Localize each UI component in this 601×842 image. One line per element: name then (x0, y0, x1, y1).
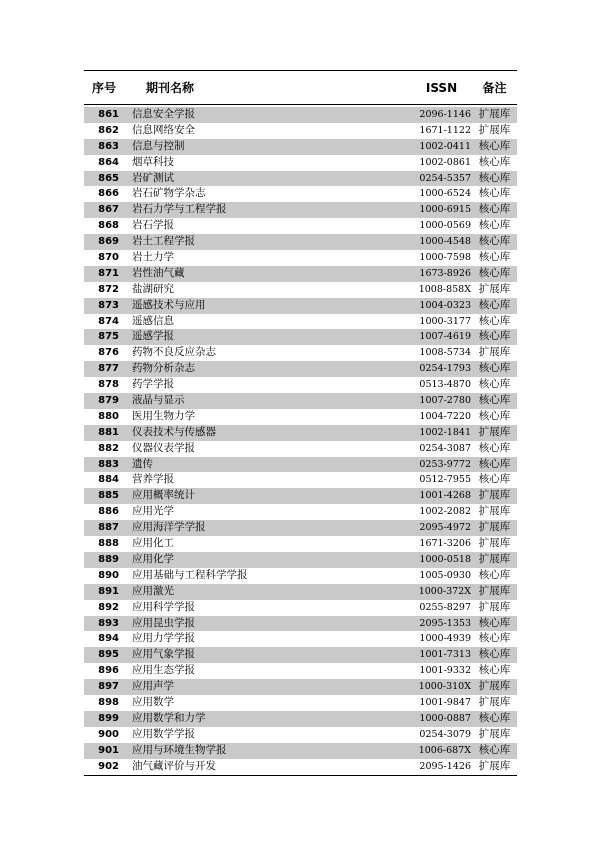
row-issn: 1007-2780 (419, 395, 471, 407)
table-row (84, 552, 517, 568)
row-note: 核心库 (478, 378, 511, 391)
table-row (84, 329, 517, 345)
row-name: 遗传 (132, 457, 153, 470)
row-note: 扩展库 (478, 425, 511, 438)
row-name: 岩石力学与工程学报 (132, 203, 227, 216)
row-note: 扩展库 (478, 282, 511, 295)
row-name: 烟草科技 (132, 155, 174, 168)
table-row (84, 536, 517, 552)
row-name: 岩土工程学报 (132, 235, 195, 248)
row-no: 865 (98, 172, 119, 184)
table-row (84, 663, 517, 679)
row-note: 核心库 (478, 251, 511, 264)
row-issn: 2095-1353 (419, 617, 471, 629)
table-row (84, 647, 517, 663)
table-row (84, 472, 517, 488)
table-row (84, 139, 517, 155)
header-no: 序号 (91, 81, 116, 95)
row-no: 895 (98, 649, 119, 661)
row-issn: 1000-0569 (419, 220, 471, 232)
row-no: 868 (98, 220, 119, 232)
table-row (84, 107, 517, 123)
row-no: 901 (98, 744, 119, 756)
row-name: 应用力学学报 (132, 632, 195, 645)
row-note: 核心库 (478, 203, 511, 216)
row-name: 应用声学 (132, 680, 174, 693)
row-note: 核心库 (478, 473, 511, 486)
row-issn: 1006-687X (418, 744, 471, 756)
row-issn: 2095-1426 (419, 760, 471, 772)
journal-table (84, 70, 517, 776)
row-name: 应用科学学报 (132, 600, 195, 613)
row-note: 核心库 (478, 616, 511, 629)
row-note: 核心库 (478, 632, 511, 645)
row-name: 应用生态学报 (132, 664, 195, 677)
row-issn: 1671-3206 (419, 538, 471, 550)
table-row (84, 584, 517, 600)
row-issn: 0512-7955 (419, 474, 471, 486)
row-no: 872 (98, 283, 119, 295)
row-name: 药物分析杂志 (132, 362, 195, 375)
row-note: 核心库 (478, 664, 511, 677)
row-issn: 1000-7598 (419, 252, 471, 264)
row-no: 867 (98, 204, 119, 216)
row-no: 862 (98, 124, 119, 136)
row-issn: 2095-4972 (419, 522, 471, 534)
row-issn: 1001-9332 (419, 665, 471, 677)
table-row (84, 377, 517, 393)
row-name: 应用数学和力学 (132, 711, 206, 724)
row-name: 应用激光 (132, 584, 174, 597)
row-note: 核心库 (478, 409, 511, 422)
row-issn: 1002-0861 (419, 156, 471, 168)
row-issn: 1001-9847 (419, 696, 471, 708)
row-name: 遥感信息 (132, 314, 174, 327)
table-row (84, 488, 517, 504)
table-row (84, 695, 517, 711)
row-no: 879 (98, 395, 119, 407)
row-note: 扩展库 (478, 505, 511, 518)
row-issn: 1000-3177 (419, 315, 471, 327)
row-note: 核心库 (478, 648, 511, 661)
row-note: 扩展库 (478, 727, 511, 740)
row-no: 893 (98, 617, 119, 629)
row-no: 888 (98, 538, 119, 550)
row-no: 871 (98, 267, 119, 279)
row-issn: 0255-8297 (419, 601, 471, 613)
row-issn: 1000-6524 (419, 188, 471, 200)
row-name: 遥感学报 (132, 330, 174, 343)
table-row (84, 266, 517, 282)
row-name: 岩性油气藏 (132, 266, 185, 279)
row-issn: 1008-858X (418, 283, 471, 295)
row-note: 核心库 (478, 314, 511, 327)
row-no: 880 (98, 410, 119, 422)
row-note: 核心库 (478, 171, 511, 184)
row-note: 扩展库 (478, 584, 511, 597)
row-no: 870 (98, 252, 119, 264)
table-row (84, 727, 517, 743)
table-bottom-rule (84, 775, 517, 776)
table-row (84, 314, 517, 330)
table-body (84, 107, 517, 774)
row-no: 884 (98, 474, 119, 486)
row-issn: 1000-310X (418, 681, 471, 693)
row-name: 信息与控制 (132, 139, 185, 152)
table-row (84, 759, 517, 775)
table-row (84, 616, 517, 632)
row-no: 876 (98, 347, 119, 359)
table-row (84, 282, 517, 298)
row-no: 882 (98, 442, 119, 454)
header-name: 期刊名称 (146, 81, 195, 95)
row-name: 应用气象学报 (132, 648, 195, 661)
row-issn: 1001-4268 (419, 490, 471, 502)
row-name: 应用化学 (132, 552, 174, 565)
row-name: 应用与环境生物学报 (132, 743, 227, 756)
row-note: 核心库 (478, 266, 511, 279)
row-issn: 1005-0930 (419, 569, 471, 581)
row-no: 894 (98, 633, 119, 645)
row-no: 861 (98, 109, 119, 120)
row-no: 890 (98, 569, 119, 581)
table-row (84, 234, 517, 250)
row-name: 遥感技术与应用 (132, 298, 206, 311)
row-no: 866 (98, 188, 119, 200)
row-no: 897 (98, 681, 119, 693)
row-issn: 0254-1793 (419, 363, 471, 375)
row-note: 扩展库 (478, 123, 511, 136)
table-row (84, 441, 517, 457)
row-name: 应用海洋学学报 (132, 521, 206, 534)
row-name: 应用昆虫学报 (132, 616, 195, 629)
row-note: 核心库 (478, 235, 511, 248)
row-note: 扩展库 (478, 108, 511, 120)
row-issn: 1000-4939 (419, 633, 471, 645)
row-no: 874 (98, 315, 119, 327)
row-issn: 1007-4619 (419, 331, 471, 343)
row-no: 881 (98, 426, 119, 438)
table-row (84, 361, 517, 377)
row-note: 核心库 (478, 711, 511, 724)
row-name: 油气藏评价与开发 (132, 759, 216, 772)
row-issn: 1000-0518 (419, 553, 471, 565)
row-issn: 1002-1841 (419, 426, 471, 438)
row-note: 核心库 (478, 330, 511, 343)
table-row (84, 298, 517, 314)
row-name: 应用数学学报 (132, 727, 195, 740)
row-no: 863 (98, 140, 119, 152)
row-note: 核心库 (478, 139, 511, 152)
table-row (84, 711, 517, 727)
table-row (84, 631, 517, 647)
row-name: 营养学报 (132, 473, 174, 486)
table-row (84, 600, 517, 616)
table-row (84, 679, 517, 695)
row-issn: 1000-0887 (419, 712, 471, 724)
row-no: 864 (98, 156, 119, 168)
row-name: 液晶与显示 (132, 394, 185, 407)
row-no: 887 (98, 522, 119, 534)
row-no: 875 (98, 331, 119, 343)
row-note: 扩展库 (478, 680, 511, 693)
row-note: 扩展库 (478, 489, 511, 502)
row-issn: 0253-9772 (419, 458, 471, 470)
row-issn: 1002-0411 (419, 140, 471, 152)
table-row (84, 457, 517, 473)
row-name: 岩石学报 (132, 219, 174, 232)
table-row (84, 409, 517, 425)
table-row (84, 393, 517, 409)
table-row (84, 250, 517, 266)
table-row (84, 743, 517, 759)
row-no: 878 (98, 379, 119, 391)
row-note: 核心库 (478, 394, 511, 407)
row-no: 896 (98, 665, 119, 677)
row-name: 药学学报 (132, 378, 174, 391)
row-no: 889 (98, 553, 119, 565)
row-no: 900 (98, 728, 119, 740)
row-note: 核心库 (478, 298, 511, 311)
row-issn: 1008-5734 (419, 347, 471, 359)
row-issn: 1002-2082 (419, 506, 471, 518)
table-header (84, 71, 517, 105)
row-issn: 1004-7220 (419, 410, 471, 422)
row-issn: 1004-0323 (419, 299, 471, 311)
row-note: 扩展库 (478, 521, 511, 534)
row-name: 岩土力学 (132, 251, 174, 264)
table-row (84, 218, 517, 234)
row-name: 应用基础与工程科学学报 (132, 568, 248, 581)
row-note: 核心库 (478, 155, 511, 168)
row-name: 信息安全学报 (132, 108, 195, 120)
row-issn: 2096-1146 (419, 109, 471, 120)
table-row (84, 520, 517, 536)
row-issn: 0513-4870 (419, 379, 471, 391)
row-no: 886 (98, 506, 119, 518)
row-no: 885 (98, 490, 119, 502)
table-row (84, 425, 517, 441)
row-note: 扩展库 (478, 600, 511, 613)
row-name: 岩矿测试 (132, 171, 174, 184)
row-issn: 1000-4548 (419, 236, 471, 248)
row-note: 核心库 (478, 743, 511, 756)
row-name: 岩石矿物学杂志 (132, 187, 206, 200)
table-row (84, 155, 517, 171)
row-note: 核心库 (478, 362, 511, 375)
row-no: 892 (98, 601, 119, 613)
row-no: 883 (98, 458, 119, 470)
row-name: 药物不良反应杂志 (132, 346, 216, 359)
table-row (84, 568, 517, 584)
row-issn: 0254-3079 (419, 728, 471, 740)
row-issn: 0254-3087 (419, 442, 471, 454)
row-no: 898 (98, 696, 119, 708)
row-note: 核心库 (478, 568, 511, 581)
row-issn: 0254-5357 (419, 172, 471, 184)
row-no: 869 (98, 236, 119, 248)
row-note: 核心库 (478, 219, 511, 232)
row-name: 应用化工 (132, 537, 174, 550)
row-name: 应用数学 (132, 695, 174, 708)
row-issn: 1673-8926 (419, 267, 471, 279)
row-name: 仪器仪表学报 (132, 441, 195, 454)
row-note: 核心库 (478, 441, 511, 454)
row-issn: 1000-372X (418, 585, 471, 597)
header-issn: ISSN (425, 80, 458, 95)
table-row (84, 186, 517, 202)
table-row (84, 123, 517, 139)
row-no: 899 (98, 712, 119, 724)
row-issn: 1001-7313 (419, 649, 471, 661)
row-name: 应用概率统计 (132, 489, 195, 502)
row-no: 902 (98, 760, 119, 772)
row-name: 仪表技术与传感器 (132, 425, 216, 438)
table-row (84, 504, 517, 520)
row-note: 扩展库 (478, 537, 511, 550)
header-note: 备注 (482, 81, 507, 95)
row-note: 核心库 (478, 187, 511, 200)
row-note: 扩展库 (478, 346, 511, 359)
row-issn: 1000-6915 (419, 204, 471, 216)
row-name: 盐湖研究 (132, 282, 174, 295)
row-name: 医用生物力学 (132, 409, 195, 422)
row-no: 877 (98, 363, 119, 375)
row-note: 扩展库 (478, 552, 511, 565)
row-note: 核心库 (478, 457, 511, 470)
row-name: 应用光学 (132, 505, 174, 518)
table-row (84, 171, 517, 187)
row-no: 873 (98, 299, 119, 311)
row-no: 891 (98, 585, 119, 597)
row-note: 扩展库 (478, 759, 511, 772)
row-issn: 1671-1122 (419, 124, 471, 136)
row-note: 扩展库 (478, 695, 511, 708)
table-row (84, 345, 517, 361)
table-row (84, 202, 517, 218)
row-name: 信息网络安全 (132, 123, 195, 136)
